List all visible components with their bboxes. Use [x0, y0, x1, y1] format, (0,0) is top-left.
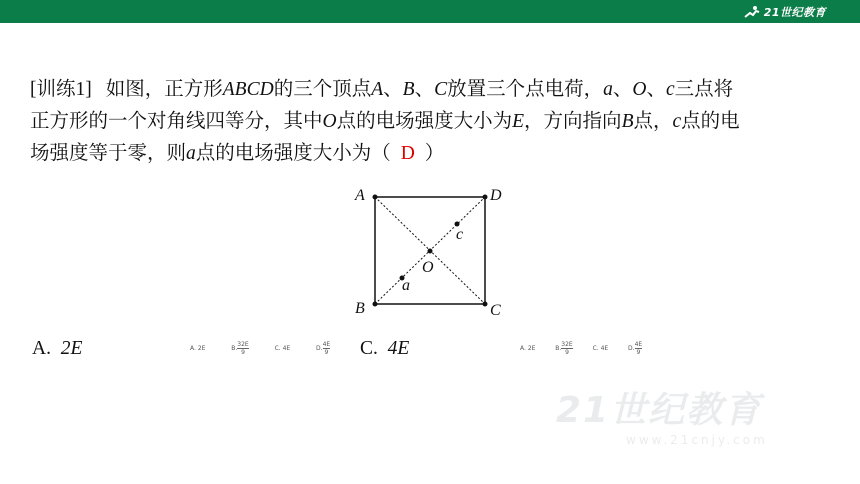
question-line-2: [30, 106, 830, 138]
text-run: 的三个顶点: [273, 79, 372, 100]
mini-option: C. 4E: [592, 345, 609, 352]
var-a-vertex: A: [371, 79, 384, 100]
mini-option: D.: [628, 345, 635, 352]
mini-option: A. 2E: [520, 345, 536, 352]
var-abcd: ABCD: [222, 79, 274, 100]
mini-option: B.: [231, 345, 238, 352]
var-point-a: a: [603, 79, 613, 100]
var-e: E: [512, 111, 525, 132]
label-c-point: c: [456, 226, 464, 243]
text-run: 、: [612, 79, 633, 100]
label-o-point: O: [422, 259, 434, 276]
text-run: 、: [646, 79, 666, 100]
answer-text: D: [400, 143, 415, 164]
option-a[interactable]: [32, 338, 82, 360]
label-a-point: a: [402, 277, 410, 294]
text-run: ）: [424, 143, 445, 164]
var-c-vertex: C: [434, 79, 448, 100]
mini-option: B.: [555, 345, 562, 352]
mini-option: 32E: [561, 341, 573, 348]
text-run: 放置三个点电荷，: [447, 79, 604, 100]
runner-logo-icon: [743, 5, 761, 19]
mini-option: 9: [565, 349, 569, 356]
question-line-3: [30, 138, 830, 170]
var-point-o: O: [632, 79, 647, 100]
brand-name: 21世纪教育: [763, 5, 826, 19]
watermark-url: www.21cnjy.com: [626, 433, 768, 447]
label-b-vertex: B: [355, 300, 365, 317]
point-o-dot: [428, 249, 433, 254]
text-run: 三点将: [674, 79, 734, 100]
mini-options-1: [190, 341, 330, 356]
option-letter: C.: [360, 338, 378, 359]
label-c-vertex: C: [490, 302, 501, 319]
text-run: 点，: [633, 111, 673, 132]
text-run: 点的电场强度大小为（: [195, 143, 391, 164]
header-bar: [0, 0, 860, 23]
vertex-a-dot: [373, 195, 378, 200]
text-run: 场强度等于零，则: [30, 143, 187, 164]
mini-option: 4E: [634, 341, 643, 348]
text-run: 如图，正方形: [105, 79, 223, 100]
text-run: 正方形的一个对角线四等分，其中: [30, 111, 323, 132]
vertex-c-dot: [483, 302, 488, 307]
mini-option: C. 4E: [274, 345, 291, 352]
mini-option: D.: [316, 345, 323, 352]
mini-option: 32E: [237, 341, 249, 348]
text-run: 点的电: [681, 111, 740, 132]
var-point-a: a: [186, 143, 196, 164]
brand-logo: [743, 3, 826, 20]
vertex-d-dot: [483, 195, 488, 200]
var-b-vertex: B: [402, 79, 415, 100]
option-value: 4E: [387, 338, 410, 359]
watermark-title: 21世纪教育: [556, 390, 763, 431]
mini-option: 9: [636, 349, 641, 356]
question-line-1: [30, 74, 830, 106]
option-c[interactable]: [360, 338, 409, 360]
option-value: 2E: [60, 338, 83, 359]
question-text: [30, 74, 830, 170]
mini-option: 4E: [322, 341, 331, 348]
watermark: [556, 382, 768, 447]
mini-options-2: [520, 341, 642, 356]
square-diagram: [345, 180, 515, 325]
question-label: [训练1]: [30, 79, 92, 100]
label-d-vertex: D: [490, 187, 502, 204]
text-run: 点的电场强度大小为: [336, 111, 513, 132]
vertex-b-dot: [373, 302, 378, 307]
mini-option: A. 2E: [190, 345, 206, 352]
option-letter: A.: [32, 338, 51, 359]
text-run: ，方向指向: [524, 111, 622, 132]
label-a-vertex: A: [355, 187, 365, 204]
mini-option: 9: [241, 349, 245, 356]
text-run: 、: [383, 79, 403, 100]
var-b-vertex: B: [621, 111, 634, 132]
var-point-o: O: [322, 111, 337, 132]
var-point-c: c: [665, 79, 675, 100]
text-run: 、: [414, 79, 435, 100]
var-point-c: c: [672, 111, 682, 132]
mini-option: 9: [324, 349, 329, 356]
